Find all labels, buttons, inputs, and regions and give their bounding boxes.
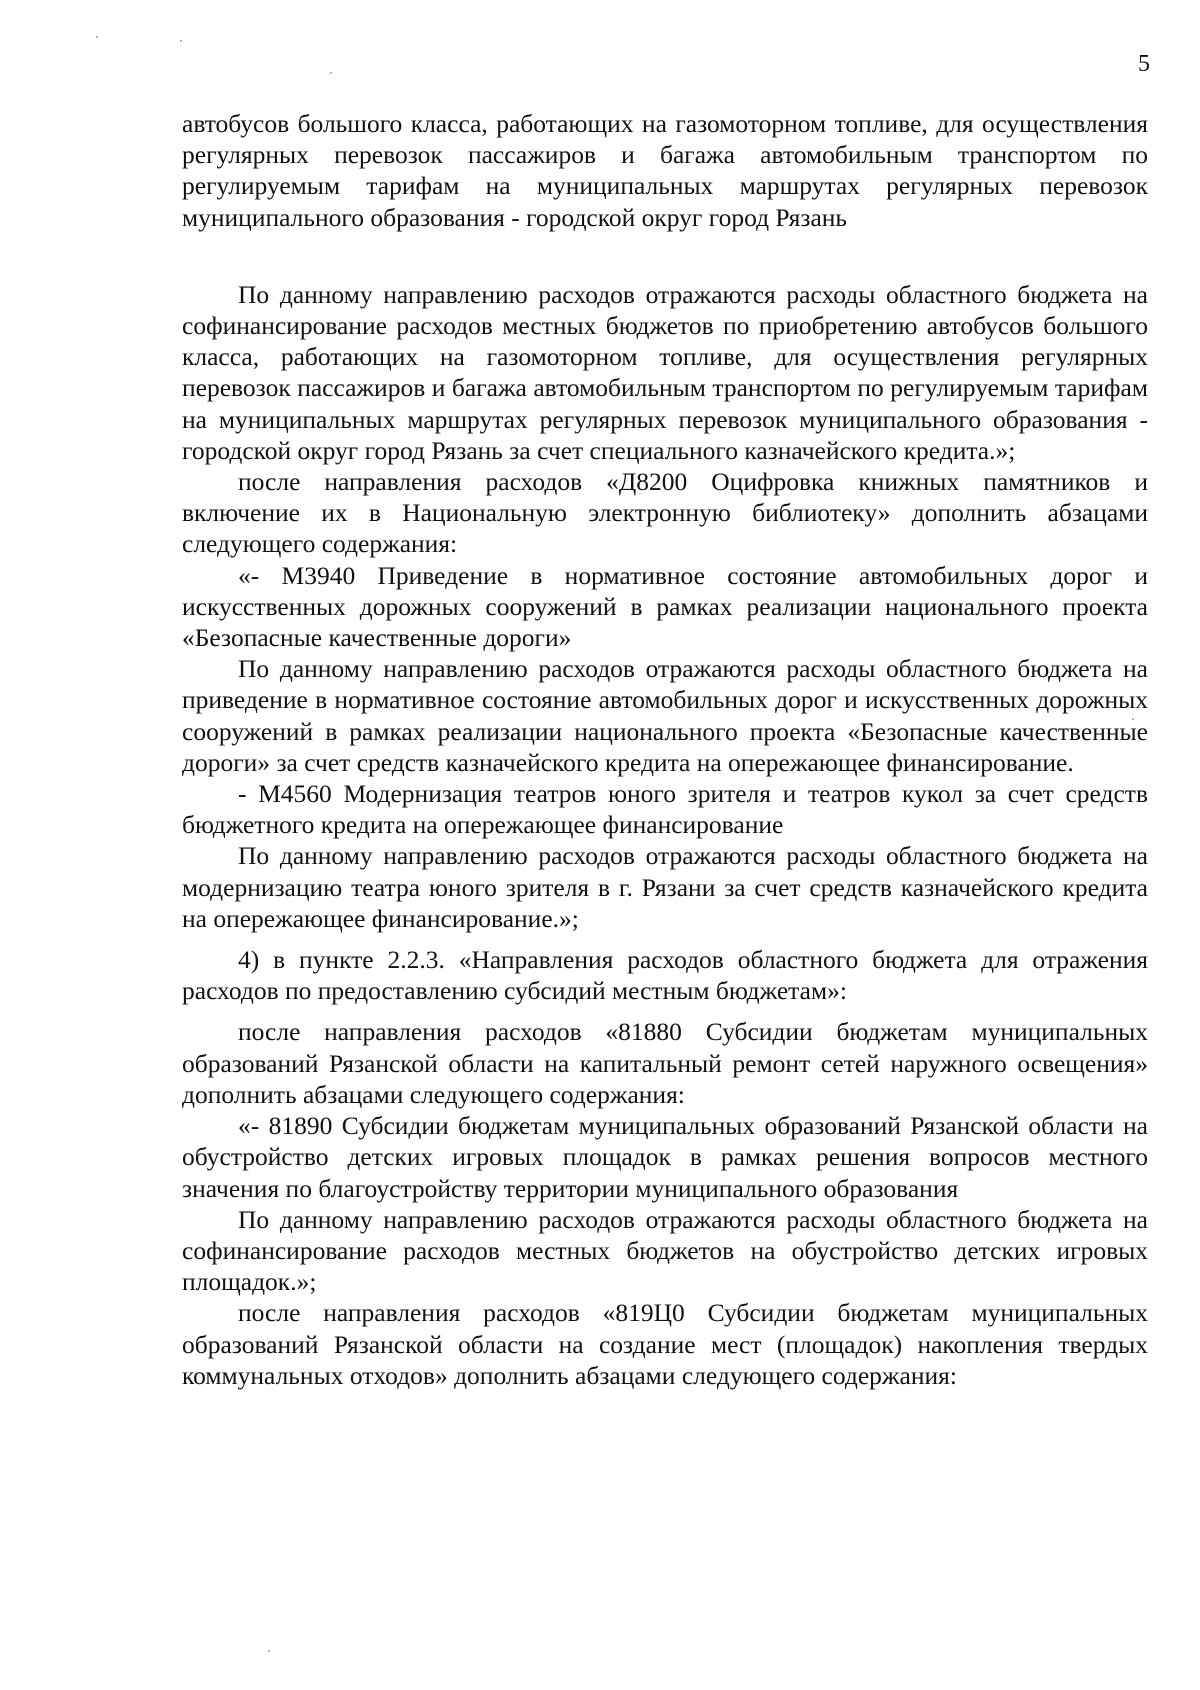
paragraph: - М4560 Модернизация театров юного зрителя и театров кукол за счет средств бюджетного кредита на опережающее финансирование [182, 779, 1148, 840]
scan-speck [330, 72, 332, 74]
paragraph-continuation: автобусов большого класса, работающих на газомоторном топливе, для осуществления регулярных перевозок пассажиров и багажа автомобильным транспортом по регулируемым тарифам на муниципальных маршрутах регулярных перевозок муниципального образования - городской округ город Рязань [182, 109, 1148, 232]
paragraph: По данному направлению расходов отражаются расходы областного бюджета на софинансирование расходов местных бюджетов по приобретению автобусов большого класса, работающих на газомоторном топливе, для осуществления регулярных перевозок пассажиров и багажа автомобильным транспортом по регулируемым тарифам на муниципальных маршрутах регулярных перевозок муниципального образования - городской округ город Рязань за счет специального казначейского кредита.»; [182, 279, 1148, 465]
paragraph: «- 81890 Субсидии бюджетам муниципальных образований Рязанской области на обустройство детских игровых площадок в рамках решения вопросов местного значения по благоустройству территории муниципального образования [182, 1111, 1148, 1203]
paragraph: после направления расходов «Д8200 Оцифровка книжных памятников и включение их в Национальную электронную библиотеку» дополнить абзацами следующего содержания: [182, 467, 1148, 559]
page-number: 5 [1138, 51, 1150, 77]
paragraph: По данному направлению расходов отражаются расходы областного бюджета на приведение в нормативное состояние автомобильных дорог и искусственных дорожных сооружений в рамках реализации национального проекта «Безопасные качественные дороги» за счет средств казначейского кредита на опережающее финансирование. [182, 654, 1148, 777]
paragraph: после направления расходов «81880 Субсидии бюджетам муниципальных образований Рязанской области на капитальный ремонт сетей наружного освещения» дополнить абзацами следующего содержания: [182, 1017, 1148, 1109]
scan-speck [96, 36, 98, 38]
paragraph: «- М3940 Приведение в нормативное состояние автомобильных дорог и искусственных дорожных сооружений в рамках реализации национального проекта «Безопасные качественные дороги» [182, 560, 1148, 653]
list-item-4: 4) в пункте 2.2.3. «Направления расходов областного бюджета для отражения расходов по предоставлению субсидий местным бюджетам»: [182, 945, 1148, 1006]
scan-speck [268, 1650, 270, 1652]
paragraph: По данному направлению расходов отражаются расходы областного бюджета на софинансирование расходов местных бюджетов на обустройство детских игровых площадок.»; [182, 1204, 1148, 1297]
paragraph: По данному направлению расходов отражаются расходы областного бюджета на модернизацию театра юного зрителя в г. Рязани за счет средств казначейского кредита на опережающее финансирование.»; [182, 841, 1148, 933]
document-body [182, 108, 1148, 1391]
scan-speck [180, 40, 182, 42]
paragraph: после направления расходов «819Ц0 Субсидии бюджетам муниципальных образований Рязанской области на создание мест (площадок) накопления твердых коммунальных отходов» дополнить абзацами следующего содержания: [182, 1298, 1148, 1390]
